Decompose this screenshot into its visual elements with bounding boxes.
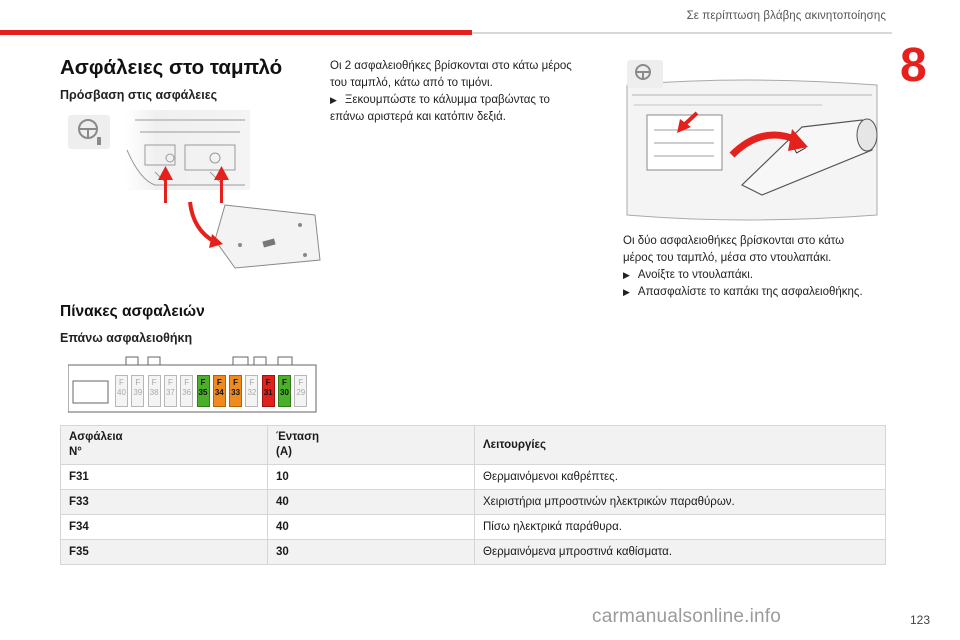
- table-row: [61, 465, 886, 490]
- fuse-number: 38: [149, 388, 159, 397]
- fuse-letter: F: [249, 378, 255, 387]
- right-bullet-text-2: Απασφαλίστε το καπάκι της ασφαλειοθήκης.: [637, 286, 863, 298]
- header-amperage: Ένταση (A): [268, 426, 475, 465]
- fuse-number: 31: [263, 388, 273, 397]
- fuse-amps: 40: [268, 515, 475, 540]
- fuse-id: F33: [61, 490, 268, 515]
- fuse-id: F31: [61, 465, 268, 490]
- fuse-letter: F: [265, 378, 271, 387]
- fuse-id: F35: [61, 540, 268, 565]
- middle-paragraph: Οι 2 ασφαλειοθήκες βρίσκονται στο κάτω μέρος του ταμπλό, κάτω από το τιμόνι.: [330, 60, 572, 89]
- chapter-header-title: Σε περίπτωση βλάβης ακινητοποίησης: [686, 10, 886, 22]
- fuse-letter: F: [135, 378, 141, 387]
- right-bullet-step-1: [623, 267, 873, 284]
- header-functions: Λειτουργίες: [475, 426, 886, 465]
- fuse-number: 37: [165, 388, 175, 397]
- fuse-f37: [164, 375, 177, 407]
- table-header-row: [61, 426, 886, 465]
- upper-fusebox-subtitle: Επάνω ασφαλειοθήκη: [60, 331, 193, 345]
- fuse-f39: [131, 375, 144, 407]
- fuse-f33: [229, 375, 242, 407]
- fuse-number: 39: [133, 388, 143, 397]
- steering-wheel-pictogram-icon: [68, 115, 110, 149]
- fuse-number: 36: [182, 388, 192, 397]
- fuse-f34: [213, 375, 226, 407]
- fuse-number: 29: [296, 388, 306, 397]
- fuse-function: Πίσω ηλεκτρικά παράθυρα.: [475, 515, 886, 540]
- bullet-arrow-icon: ▶: [330, 95, 337, 105]
- right-bullet-text-1: Ανοίξτε το ντουλαπάκι.: [637, 269, 754, 281]
- header-divider: [472, 32, 892, 34]
- fuse-function: Θερμαινόμενα μπροστινά καθίσματα.: [475, 540, 886, 565]
- fuse-amps: 40: [268, 490, 475, 515]
- bullet-arrow-icon: ▶: [623, 270, 630, 280]
- fuse-number: 40: [117, 388, 126, 397]
- fuse-table: [60, 425, 886, 565]
- fuse-letter: F: [167, 378, 173, 387]
- glovebox-illustration: [622, 55, 884, 227]
- bullet-arrow-icon: ▶: [623, 287, 630, 297]
- fuse-letter: F: [282, 378, 287, 387]
- fuse-f35: [197, 375, 210, 407]
- fuse-number: 34: [214, 388, 224, 397]
- fuse-f40: [115, 375, 128, 407]
- fuse-tables-heading: Πίνακες ασφαλειών: [60, 303, 205, 320]
- fuse-letter: F: [119, 378, 124, 387]
- middle-bullet-text: Ξεκουμπώστε το κάλυμμα τραβώντας το επάνω αριστερά και κατόπιν δεξιά.: [330, 94, 550, 123]
- fuse-number: 30: [280, 388, 289, 397]
- fuse-number: 32: [247, 388, 257, 397]
- right-bullet-step-2: [623, 284, 873, 301]
- fuse-function: Θερμαινόμενοι καθρέπτες.: [475, 465, 886, 490]
- fuse-box-diagram: [68, 355, 318, 413]
- fuse-number: 35: [198, 388, 208, 397]
- fuse-amps: 30: [268, 540, 475, 565]
- middle-bullet-step: [330, 92, 580, 126]
- header-fuse-number: Ασφάλεια N°: [61, 426, 268, 465]
- fuse-f36: [180, 375, 193, 407]
- fuse-f29: [294, 375, 307, 407]
- fuse-letter: F: [151, 378, 157, 387]
- dashboard-cover-illustration: [115, 110, 330, 275]
- table-row: [61, 490, 886, 515]
- fuse-f32: [245, 375, 258, 407]
- header-accent-bar: [0, 30, 472, 35]
- fuse-f38: [148, 375, 161, 407]
- fuse-id: F34: [61, 515, 268, 540]
- fuse-function: Χειριστήρια μπροστινών ηλεκτρικών παραθύρων.: [475, 490, 886, 515]
- fuse-letter: F: [216, 378, 222, 387]
- chapter-number: 8: [900, 39, 927, 92]
- page-number: 123: [909, 613, 930, 627]
- fuse-f30: [278, 375, 291, 407]
- table-row: [61, 540, 886, 565]
- watermark: carmanualsonline.info: [592, 606, 782, 627]
- fuse-number: 33: [231, 388, 241, 397]
- fuse-amps: 10: [268, 465, 475, 490]
- fuse-f31: [262, 375, 275, 407]
- fuse-letter: F: [233, 378, 239, 387]
- right-paragraph: Οι δύο ασφαλειοθήκες βρίσκονται στο κάτω μέρος του ταμπλό, μέσα στο ντουλαπάκι.: [623, 235, 845, 264]
- fuse-letter: F: [184, 378, 190, 387]
- fuse-letter: F: [200, 378, 206, 387]
- table-row: [61, 515, 886, 540]
- page-title: Ασφάλειες στο ταμπλό: [60, 56, 283, 79]
- fuse-letter: F: [298, 378, 304, 387]
- access-subtitle: Πρόσβαση στις ασφάλειες: [60, 88, 218, 102]
